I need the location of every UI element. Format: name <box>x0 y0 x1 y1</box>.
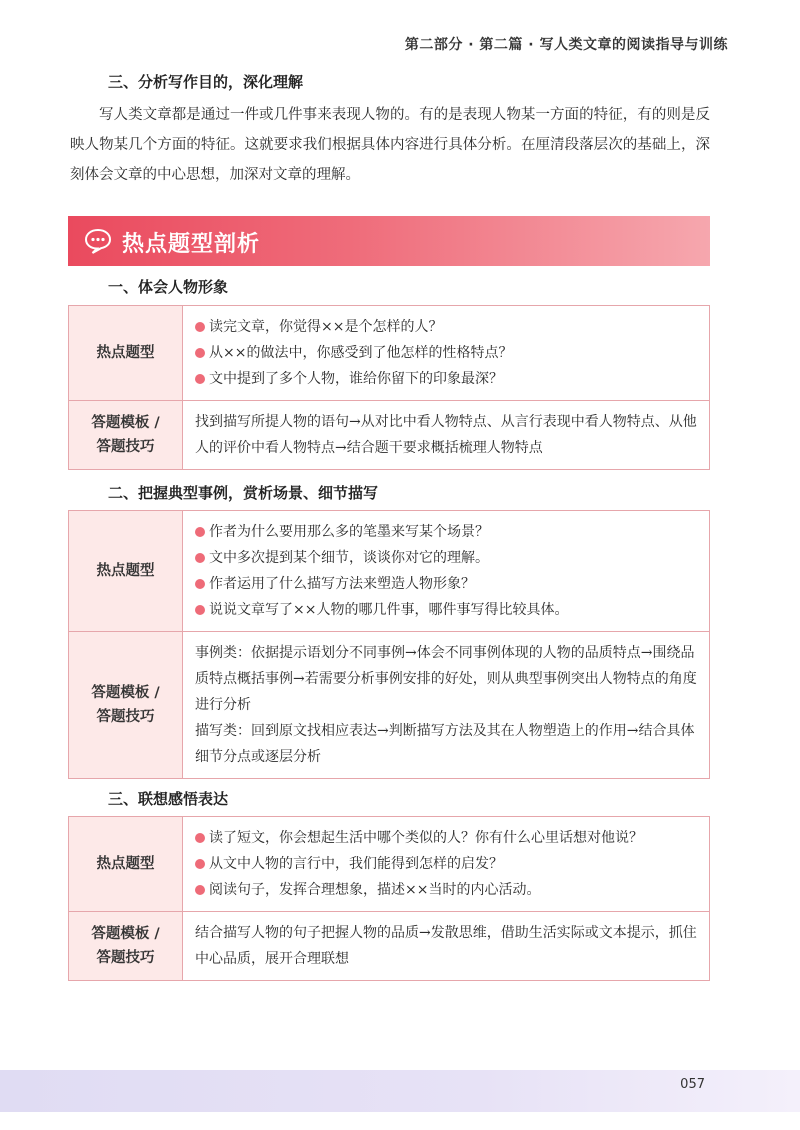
hot-question-label: 热点题型 <box>69 511 183 632</box>
table-row <box>69 306 710 401</box>
table-row <box>69 632 710 779</box>
bullet-icon <box>195 885 205 895</box>
list-item: 说说文章写了××人物的哪几件事，哪件事写得比较具体。 <box>195 597 699 623</box>
bullet-icon <box>195 322 205 332</box>
section-heading: 三、联想感悟表达 <box>108 790 229 808</box>
list-item: 读了短文，你会想起生活中哪个类似的人？你有什么心里话想对他说？ <box>195 825 699 851</box>
list-item: 文中提到了多个人物，谁给你留下的印象最深？ <box>195 366 699 392</box>
question-table <box>68 510 710 779</box>
table-row <box>69 401 710 470</box>
answer-text: 结合描写人物的句子把握人物的品质→发散思维，借助生活实际或文本提示，抓住中心品质，展开合理联想 <box>183 912 710 981</box>
question-table <box>68 816 710 981</box>
table-row <box>69 511 710 632</box>
section-heading: 一、体会人物形象 <box>108 278 229 296</box>
answer-template-label: 答题模板 / 答题技巧 <box>69 632 183 779</box>
section-heading: 二、把握典型事例，赏析场景、细节描写 <box>108 484 379 502</box>
page-number: 057 <box>680 1077 705 1092</box>
hot-question-label: 热点题型 <box>69 306 183 401</box>
list-item: 作者为什么要用那么多的笔墨来写某个场景？ <box>195 519 699 545</box>
intro-heading: 三、分析写作目的，深化理解 <box>108 73 304 91</box>
bullet-icon <box>195 348 205 358</box>
banner-title: 热点题型剖析 <box>122 232 261 257</box>
bullet-icon <box>195 859 205 869</box>
table-row <box>69 912 710 981</box>
intro-paragraph: 写人类文章都是通过一件或几件事来表现人物的。有的是表现人物某一方面的特征，有的则是反映人物某几个方面的特征。这就要求我们根据具体内容进行具体分析。在厘清段落层次的基础上，深刻体会文章的中心思想，加深对文章的理解。 <box>70 107 710 183</box>
running-header: 第二部分 · 第二篇 · 写人类文章的阅读指导与训练 <box>404 37 728 53</box>
list-item: 从××的做法中，你感受到了他怎样的性格特点？ <box>195 340 699 366</box>
question-list <box>183 306 710 401</box>
bullet-icon <box>195 527 205 537</box>
answer-text: 找到描写所提人物的语句→从对比中看人物特点、从言行表现中看人物特点、从他人的评价中看人物特点→结合题干要求概括梳理人物特点 <box>183 401 710 470</box>
bullet-icon <box>195 553 205 563</box>
question-list <box>183 511 710 632</box>
answer-template-label: 答题模板 / 答题技巧 <box>69 401 183 470</box>
bullet-icon <box>195 579 205 589</box>
bullet-icon <box>195 605 205 615</box>
question-table <box>68 305 710 470</box>
list-item: 文中多次提到某个细节，谈谈你对它的理解。 <box>195 545 699 571</box>
list-item: 作者运用了什么描写方法来塑造人物形象？ <box>195 571 699 597</box>
list-item: 阅读句子，发挥合理想象，描述××当时的内心活动。 <box>195 877 699 903</box>
speech-bubble-icon <box>84 228 112 254</box>
table-row <box>69 817 710 912</box>
list-item: 从文中人物的言行中，我们能得到怎样的启发？ <box>195 851 699 877</box>
bullet-icon <box>195 833 205 843</box>
question-list <box>183 817 710 912</box>
answer-text: 事例类：依据提示语划分不同事例→体会不同事例体现的人物的品质特点→围绕品质特点概括事例→若需要分析事例安排的好处，则从典型事例突出人物特点的角度进行分析 描写类：回到原文找相应表达→判断描写方法及其在人物塑造上的作用→结合具体细节分点或逐层分析 <box>183 632 710 779</box>
list-item: 读完文章，你觉得××是个怎样的人？ <box>195 314 699 340</box>
hot-question-banner <box>68 216 710 266</box>
answer-template-label: 答题模板 / 答题技巧 <box>69 912 183 981</box>
bullet-icon <box>195 374 205 384</box>
hot-question-label: 热点题型 <box>69 817 183 912</box>
